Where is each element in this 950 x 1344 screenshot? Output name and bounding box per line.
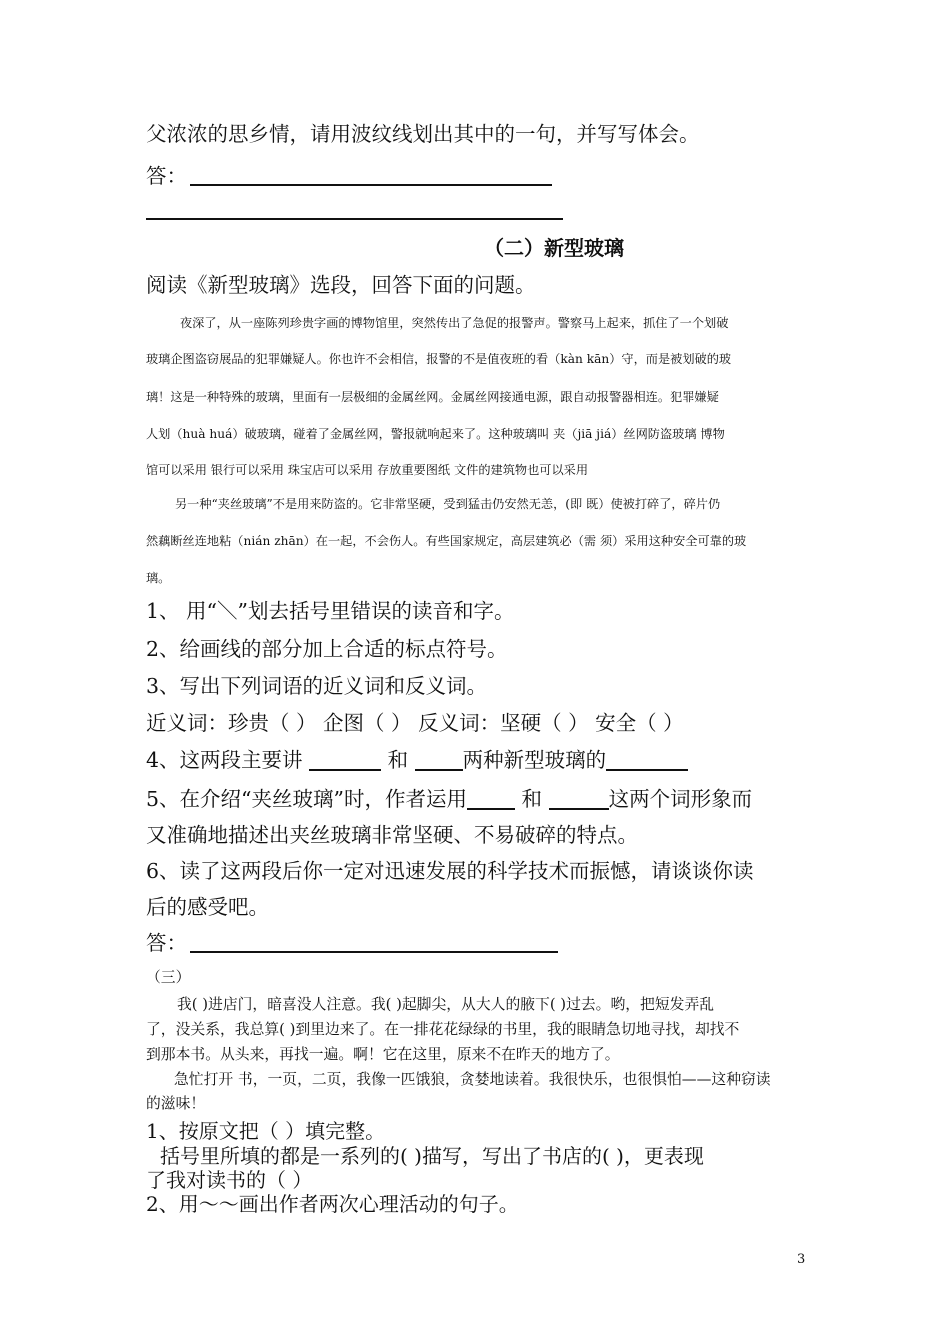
passage-line: 的滋味！ (146, 1095, 206, 1112)
question-2: 2、用～～画出作者两次心理活动的句子。 (146, 1192, 519, 1216)
instruction: 阅读《新型玻璃》选段，回答下面的问题。 (146, 273, 536, 297)
answer-label: 答： (146, 164, 187, 188)
question-6-line2: 后的感受吧。 (146, 895, 269, 919)
question-4 (146, 750, 688, 771)
passage-line: 到那本书。从头来，再找一遍。啊！它在这里，原来不在昨天的地方了。 (146, 1046, 620, 1063)
blank (309, 751, 381, 771)
answer-line (190, 184, 552, 186)
question-4-text: 两种新型玻璃的 (462, 748, 607, 772)
question-5 (146, 789, 752, 810)
passage-line: 夜深了，从一座陈列珍贵字画的博物馆里，突然传出了急促的报警声。警察马上起来，抓住了一个划破 (180, 316, 729, 330)
passage-line: 了，没关系，我总算( )到里边来了。在一排花花绿绿的书里，我的眼睛急切地寻找，却找不 (146, 1021, 740, 1038)
question-1: 1、 用“＼”划去括号里错误的读音和字。 (146, 599, 515, 623)
answer-label: 答： (146, 931, 187, 955)
answer-line (190, 951, 558, 953)
passage-line: 玻璃企图盗窃展品的犯罪嫌疑人。你也许不会相信，报警的不是值夜班的看（kàn kān）守，而是被划破的玻 (146, 352, 732, 366)
question-5-text: 和 (521, 787, 543, 811)
section-title: （三） (146, 969, 191, 986)
passage-line: 我( )进店门，暗喜没人注意。我( )起脚尖，从大人的腋下( )过去。哟，把短发弄乱 (177, 996, 715, 1013)
question-5-line2: 又准确地描述出夹丝玻璃非常坚硬、不易破碎的特点。 (146, 823, 638, 847)
blank (606, 751, 688, 771)
question-2: 2、给画线的部分加上合适的标点符号。 (146, 637, 508, 661)
question-5-text: 这两个词形象而 (608, 787, 753, 811)
passage-line: 璃！这是一种特殊的玻璃，里面有一层极细的金属丝网。金属丝网接通电源，跟自动报警器相连。犯罪嫌疑 (146, 390, 719, 404)
question-3: 3、写出下列词语的近义词和反义词。 (146, 674, 488, 698)
question-1-sub: 括号里所填的都是一系列的( )描写，写出了书店的( )，更表现 (160, 1144, 704, 1168)
question-6: 6、读了这两段后你一定对迅速发展的科学技术而振憾，请谈谈你读 (146, 859, 754, 883)
passage-line: 人划（huà huá）破玻璃，碰着了金属丝网，警报就响起来了。这种玻璃叫 夹（jiā jiá）丝网防盗玻璃 博物 (146, 427, 725, 441)
blank (549, 790, 609, 810)
question-text: 父浓浓的思乡情，请用波纹线划出其中的一句，并写写体会。 (146, 122, 700, 146)
blank (467, 790, 515, 810)
passage-line: 另一种“夹丝玻璃”不是用来防盗的。它非常坚硬，受到猛击仍安然无恙，(即 既）使被打碎了，碎片仍 (175, 497, 721, 511)
passage-line: 急忙打开 书，一页，二页，我像一匹饿狼，贪婪地读着。我很快乐，也很惧怕——这种窃读 (174, 1071, 771, 1088)
blank (415, 751, 463, 771)
question-1-sub: 了我对读书的（ ） (146, 1168, 313, 1192)
page-number: 3 (797, 1252, 806, 1267)
answer-line (146, 218, 563, 220)
question-5-text: 5、在介绍“夹丝玻璃”时，作者运用 (146, 787, 468, 811)
passage-line: 馆可以采用 银行可以采用 珠宝店可以采用 存放重要图纸 文件的建筑物也可以采用 (146, 463, 589, 477)
passage-line: 璃。 (146, 571, 171, 585)
question-3-words: 近义词：珍贵（ ） 企图（ ） 反义词：坚硬（ ） 安全（ ） (146, 711, 684, 735)
question-4-text: 和 (387, 748, 409, 772)
question-1: 1、按原文把（ ）填完整。 (146, 1119, 386, 1143)
question-4-text: 4、这两段主要讲 (146, 748, 303, 772)
passage-line: 然藕断丝连地粘（nián zhān）在一起，不会伤人。有些国家规定，高层建筑必（需 须）采用这种安全可靠的玻 (146, 534, 747, 548)
section-title: （二）新型玻璃 (484, 236, 624, 260)
